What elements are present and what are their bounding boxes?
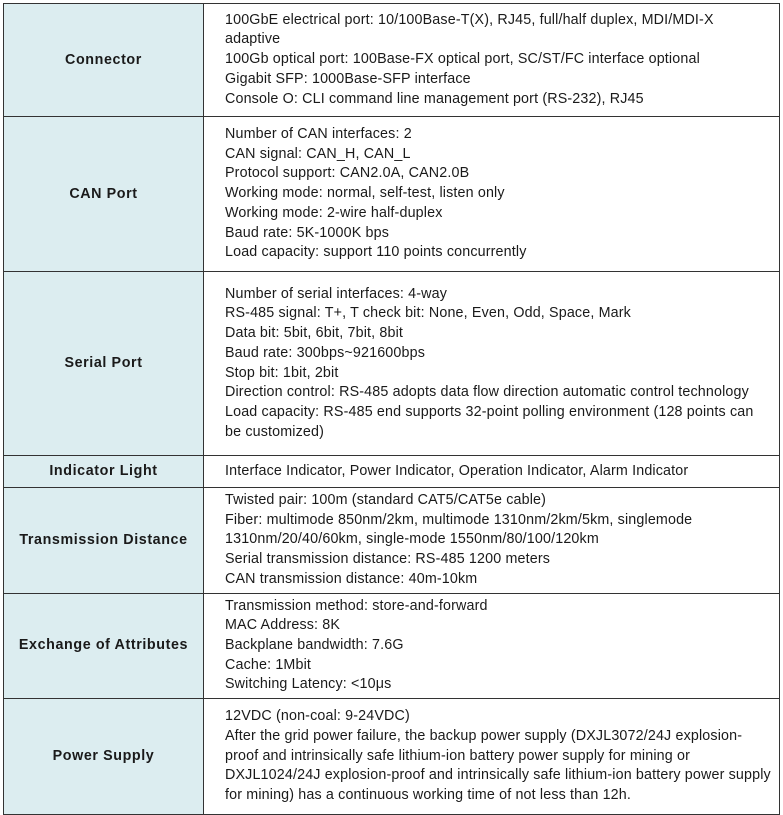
value-line: Console O: CLI command line management port (RS-232), RJ45 <box>225 90 644 107</box>
value-line: RS-485 signal: T+, T check bit: None, Even, Odd, Space, Mark <box>225 305 631 322</box>
row-value <box>204 272 780 456</box>
value-line: Load capacity: support 110 points concurrently <box>225 244 527 261</box>
value-line: Working mode: 2-wire half-duplex <box>225 204 443 221</box>
value-line: MAC Address: 8K <box>225 617 341 634</box>
row-label: Connector <box>4 4 204 117</box>
value-line: Switching Latency: <10μs <box>225 676 392 693</box>
row-value <box>204 4 780 117</box>
spec-row-power-supply <box>4 699 780 815</box>
value-line: Direction control: RS-485 adopts data flow direction automatic control technology <box>225 384 749 401</box>
value-line: 100GbE electrical port: 10/100Base-T(X), RJ45, full/half duplex, MDI/MDI-X adaptive <box>225 11 714 48</box>
row-label: Power Supply <box>4 699 204 815</box>
value-line: Serial transmission distance: RS-485 1200 meters <box>225 551 551 568</box>
value-line: Number of CAN interfaces: 2 <box>225 126 412 143</box>
spec-row-connector <box>4 4 780 117</box>
value-line: 100Gb optical port: 100Base-FX optical port, SC/ST/FC interface optional <box>225 51 700 68</box>
spec-row-exchange-of-attributes <box>4 593 780 699</box>
value-line: Interface Indicator, Power Indicator, Operation Indicator, Alarm Indicator <box>225 462 689 479</box>
spec-row-can-port <box>4 117 780 272</box>
value-line: Fiber: multimode 850nm/2km, multimode 1310nm/2km/5km, singlemode 1310nm/20/40/60km, single-mode 1550nm/80/100/120km <box>225 511 693 548</box>
value-line: Protocol support: CAN2.0A, CAN2.0B <box>225 165 470 182</box>
row-value <box>204 593 780 699</box>
row-value <box>204 699 780 815</box>
value-line: After the grid power failure, the backup power supply (DXJL3072/24J explosion-proof and intrinsically safe lithium-ion battery power supply for mining or DXJL1024/24J explosion-proof and intrinsically safe lithium-ion battery power supply for mining) has a continuous working time of not less than 12h. <box>225 727 771 804</box>
value-line: Working mode: normal, self-test, listen only <box>225 185 505 202</box>
value-line: Twisted pair: 100m (standard CAT5/CAT5e cable) <box>225 492 547 508</box>
value-line: Baud rate: 5K-1000K bps <box>225 224 390 241</box>
row-label: Transmission Distance <box>4 488 204 594</box>
value-line: Transmission method: store-and-forward <box>225 597 488 614</box>
value-line: Data bit: 5bit, 6bit, 7bit, 8bit <box>225 325 404 342</box>
spec-table <box>3 3 780 815</box>
row-value <box>204 456 780 488</box>
value-line: Number of serial interfaces: 4-way <box>225 285 448 302</box>
row-label: Indicator Light <box>4 456 204 488</box>
value-line: Baud rate: 300bps~921600bps <box>225 344 426 361</box>
row-value <box>204 488 780 594</box>
value-line: Gigabit SFP: 1000Base-SFP interface <box>225 70 471 87</box>
row-value <box>204 117 780 272</box>
row-label: Serial Port <box>4 272 204 456</box>
spec-row-indicator-light <box>4 456 780 488</box>
spec-row-transmission-distance <box>4 488 780 594</box>
value-line: CAN signal: CAN_H, CAN_L <box>225 145 411 162</box>
value-line: Stop bit: 1bit, 2bit <box>225 364 339 381</box>
value-line: Backplane bandwidth: 7.6G <box>225 636 404 653</box>
row-label: CAN Port <box>4 117 204 272</box>
row-label: Exchange of Attributes <box>4 593 204 699</box>
value-line: CAN transmission distance: 40m-10km <box>225 570 478 587</box>
spec-row-serial-port <box>4 272 780 456</box>
value-line: 12VDC (non-coal: 9-24VDC) <box>225 708 410 725</box>
value-line: Load capacity: RS-485 end supports 32-point polling environment (128 points can be customized) <box>225 403 754 440</box>
value-line: Cache: 1Mbit <box>225 656 312 673</box>
